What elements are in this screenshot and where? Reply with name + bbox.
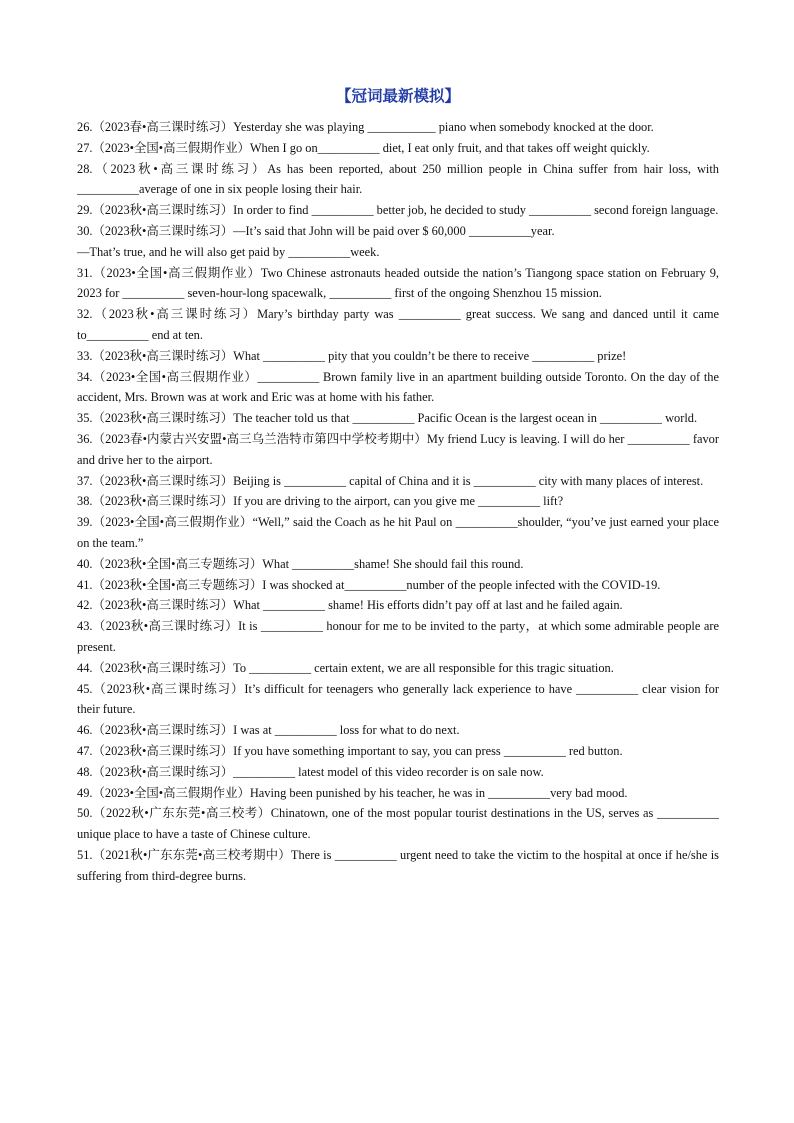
question-38: 38.（2023秋•高三课时练习）If you are driving to the airport, can you give me __________ lift? [77,494,564,509]
question-37: 37.（2023秋•高三课时练习）Beijing is __________ capital of China and it is __________ city with many places of interest. [77,473,704,488]
question-39: 39.（2023•全国•高三假期作业）“Well,” said the Coach as he hit Paul on __________shoulder, “you’ve just earned your place on the team.” [77,515,719,550]
question-30-reply: —That’s true, and he will also get paid by __________week. [77,244,380,259]
question-31: 31.（2023•全国•高三假期作业）Two Chinese astronauts headed outside the nation’s Tiangong space station on February 9, 2023 for __________ seven-hour-long spacewalk, __________ first of the ongoing Shenzhou 15 mission. [77,265,719,301]
question-49: 49.（2023•全国•高三假期作业）Having been punished by his teacher, he was in __________very bad mood. [77,785,628,800]
question-list [77,117,719,886]
section-title: 【冠词最新模拟】 [335,87,460,105]
question-27: 27.（2023•全国•高三假期作业）When I go on__________ diet, I eat only fruit, and that takes off weight quickly. [77,140,650,155]
question-33: 33.（2023秋•高三课时练习）What __________ pity that you couldn’t be there to receive __________ prize! [77,348,627,363]
question-40: 40.（2023秋•全国•高三专题练习）What __________shame! She should fail this round. [77,556,524,571]
question-30: 30.（2023秋•高三课时练习）—It’s said that John will be paid over $ 60,000 __________year. [77,223,555,238]
question-47: 47.（2023秋•高三课时练习）If you have something important to say, you can press __________ red button. [77,743,623,758]
document-page [77,86,719,886]
question-35: 35.（2023秋•高三课时练习）The teacher told us that __________ Pacific Ocean is the largest ocean in __________ world. [77,411,698,426]
question-46: 46.（2023秋•高三课时练习）I was at __________ loss for what to do next. [77,723,460,738]
question-45: 45.（2023秋•高三课时练习）It’s difficult for teenagers who generally lack experience to have __________ clear vision for their future. [77,681,719,717]
question-34: 34.（2023•全国•高三假期作业）__________ Brown family live in an apartment building outside Toronto. On the day of the accident, Mrs. Brown was at work and Eric was at home with his father. [77,369,719,405]
question-29: 29.（2023秋•高三课时练习）In order to find __________ better job, he decided to study __________ second foreign language. [77,203,719,218]
question-43: 43.（2023秋•高三课时练习）It is __________ honour for me to be invited to the party，at which some admirable people are present. [77,619,719,654]
question-32: 32.（2023秋•高三课时练习）Mary’s birthday party was __________ great success. We sang and danced until it came to__________ end at ten. [77,307,719,342]
question-26: 26.（2023春•高三课时练习）Yesterday she was playing ___________ piano when somebody knocked at the door. [77,120,654,134]
question-28: 28.（2023秋•高三课时练习）As has been reported, about 250 million people in China suffer from hair loss, with __________average of one in six people losing their hair. [77,161,719,197]
question-36: 36.（2023春•内蒙古兴安盟•高三乌兰浩特市第四中学校考期中）My friend Lucy is leaving. I will do her __________ favor and drive her to the airport. [77,431,719,467]
question-44: 44.（2023秋•高三课时练习）To __________ certain extent, we are all responsible for this tragic situation. [77,660,614,675]
question-41: 41.（2023秋•全国•高三专题练习）I was shocked at__________number of the people infected with the COVID-19. [77,577,661,592]
question-42: 42.（2023秋•高三课时练习）What __________ shame! His efforts didn’t pay off at last and he failed again. [77,598,623,613]
question-48: 48.（2023秋•高三课时练习）__________ latest model of this video recorder is on sale now. [77,764,544,779]
question-50: 50.（2022秋•广东东莞•高三校考）Chinatown, one of the most popular tourist destinations in the US, serves as __________ unique place to have a taste of Chinese culture. [77,806,719,842]
question-51: 51.（2021秋•广东东莞•高三校考期中）There is __________ urgent need to take the victim to the hospital at once if he/she is suffering from third-degree burns. [77,847,719,883]
